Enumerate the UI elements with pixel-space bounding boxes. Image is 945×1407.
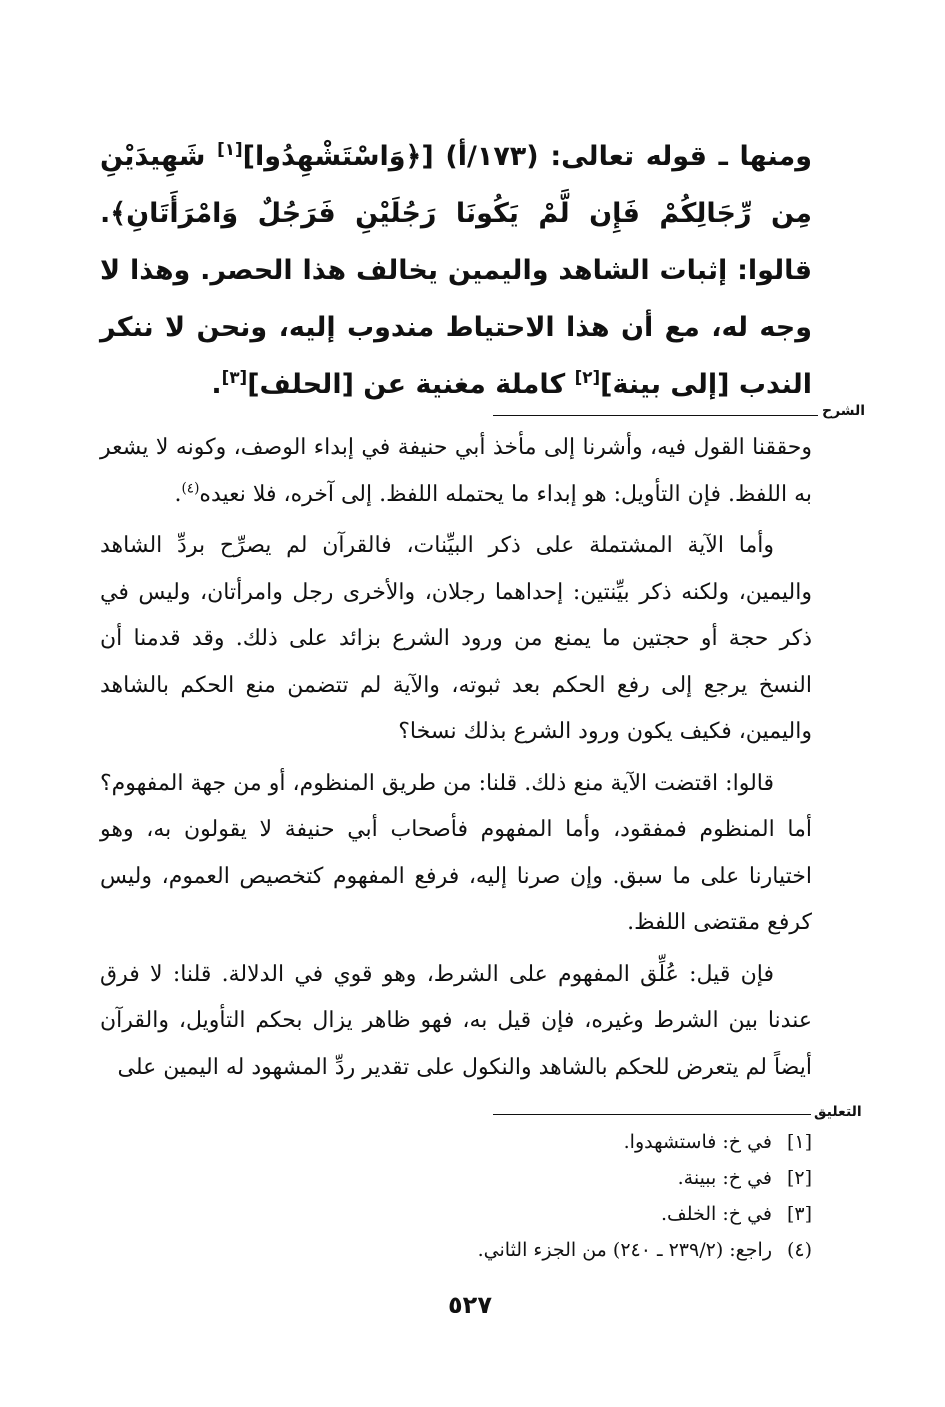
footnotes-list bbox=[300, 1124, 812, 1268]
sharh-p1-period: . bbox=[174, 481, 182, 507]
footnote-text: راجع: (٢٣٩/٢ ـ ٢٤٠) من الجزء الثاني. bbox=[477, 1239, 772, 1261]
footnote-item bbox=[300, 1232, 812, 1268]
footnote-ref-1[interactable]: [١] bbox=[217, 139, 243, 159]
sharh-p1-text: وحققنا القول فيه، وأشرنا إلى مأخذ أبي حنيفة في إبداء الوصف، وكونه لا يشعر به اللفظ. فإن التأويل: هو إبداء ما يحتمله اللفظ. إلى آخره، فلا نعيده bbox=[100, 435, 812, 507]
footnote-ref-3[interactable]: [٣] bbox=[221, 367, 248, 387]
footnote-ref-4[interactable]: (٤) bbox=[181, 480, 200, 497]
footnote-text: في خ: الخلف. bbox=[661, 1203, 772, 1225]
sharh-paragraph-1 bbox=[100, 425, 812, 518]
footnote-number: [٣] bbox=[786, 1203, 812, 1225]
taliq-section-label: التعليق bbox=[814, 1104, 862, 1120]
footnote-item bbox=[300, 1160, 812, 1196]
footnote-number: [٢] bbox=[786, 1167, 812, 1189]
footnote-text: في خ: فاستشهدوا. bbox=[623, 1131, 772, 1153]
footnote-number: (٤) bbox=[786, 1239, 812, 1261]
footnote-text: في خ: ببينة. bbox=[677, 1167, 772, 1189]
footnote-number: [١] bbox=[786, 1131, 812, 1153]
sharh-section-label: الشرح bbox=[822, 403, 866, 419]
footnote-item bbox=[300, 1196, 812, 1232]
sharh-text-block bbox=[100, 425, 812, 1091]
sharh-paragraph-4: فإن قيل: عُلِّق المفهوم على الشرط، وهو قوي في الدلالة. قلنا: لا فرق عندنا بين الشرط وغيره، فإن قيل به، فهو ظاهر يزال بحكم التأويل، والقرآن أيضاً لم يتعرض للحكم بالشاهد والنكول على تقدير ردِّ المشهود له اليمين على bbox=[100, 961, 812, 1080]
matn-text-continued: شَهِيدَيْنِ مِن رِّجَالِكُمْ فَإِن لَّمْ يَكُونَا رَجُلَيْنِ فَرَجُلٌ وَامْرَأَتَانِ﴾. قالوا: إثبات الشاهد واليمين يخالف هذا الحصر. وهذا لا وجه له، مع أن هذا الاحتياط مندوب إليه، ونحن لا ننكر الندب [إلى بينة] bbox=[100, 141, 812, 400]
matn-text-end: كاملة مغنية عن [الحلف] bbox=[247, 369, 575, 400]
matn-final-period: . bbox=[211, 369, 222, 400]
sharh-paragraph-2: وأما الآية المشتملة على ذكر البيِّنات، فالقرآن لم يصرِّح بردِّ الشاهد واليمين، ولكنه ذكر بيِّنتين: إحداهما رجلان، والأخرى رجل وامرأتان، وليس في ذكر حجة أو حجتين ما يمنع من ورود الشرع بزائد على ذلك. وقد قدمنا أن النسخ يرجع إلى رفع الحكم بعد ثبوته، والآية لم تتضمن منع الحكم بالشاهد واليمين، فكيف يكون ورود الشرع بذلك نسخا؟ bbox=[100, 533, 812, 744]
matn-text: ومنها ـ قوله تعالى: (١٧٣/أ) [﴿وَاسْتَشْهِدُوا] bbox=[242, 141, 812, 172]
footnote-ref-2[interactable]: [٢] bbox=[574, 367, 601, 387]
page-number: ٥٢٧ bbox=[448, 1291, 492, 1319]
footnote-item bbox=[300, 1124, 812, 1160]
sharh-paragraph-3: قالوا: اقتضت الآية منع ذلك. قلنا: من طريق المنظوم، أو من جهة المفهوم؟ أما المنظوم فمفقود، وأما المفهوم فأصحاب أبي حنيفة لا يقولون به، وهو اختيارنا على ما سبق. وإن صرنا إليه، فرفع المفهوم كتخصيص العموم، وليس كرفع مقتضى اللفظ. bbox=[100, 770, 812, 935]
matn-paragraph bbox=[100, 128, 812, 413]
taliq-divider bbox=[493, 1114, 811, 1115]
sharh-divider bbox=[493, 415, 818, 416]
matn-text-block bbox=[100, 128, 812, 413]
